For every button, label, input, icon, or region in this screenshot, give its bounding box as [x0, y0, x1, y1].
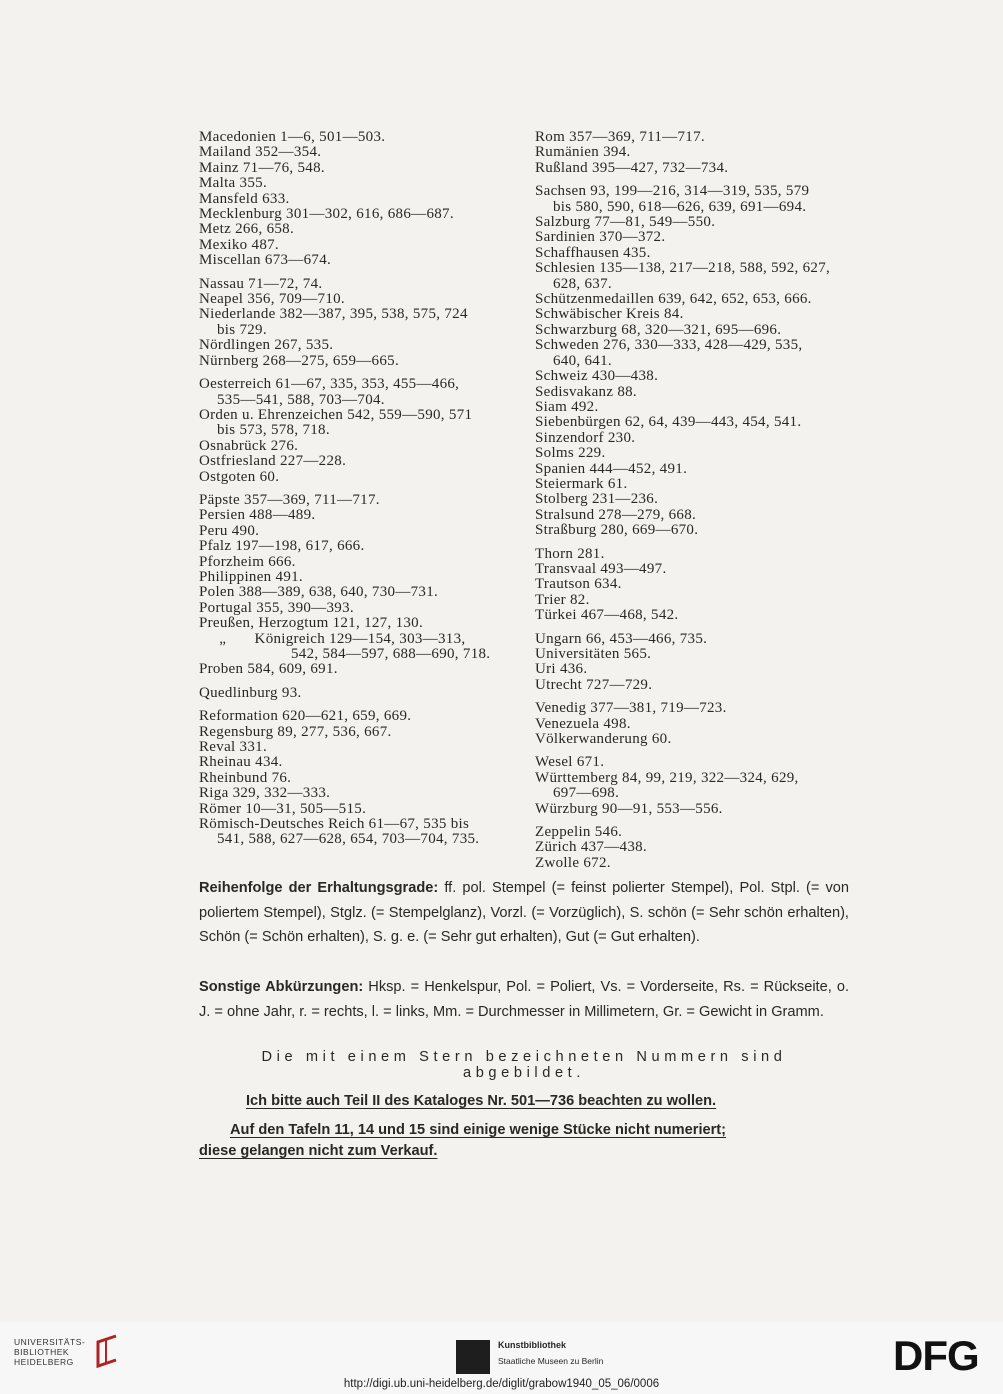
- index-entry-text: Mailand 352—354.: [199, 144, 322, 161]
- index-entry-text: Pfalz 197—198, 617, 666.: [199, 538, 365, 555]
- index-entry: [199, 555, 519, 570]
- index-entry: [199, 292, 519, 307]
- note-tafeln-line2: diese gelangen nicht zum Verkauf.: [199, 1143, 438, 1159]
- index-entry-text: Oesterreich 61—67, 335, 353, 455—466,: [199, 376, 460, 393]
- index-entry-text: Völkerwanderung 60.: [535, 731, 672, 748]
- index-entry: [535, 462, 850, 477]
- index-entry-continuation: 640, 641.: [553, 352, 612, 369]
- index-entry-text: Proben 584, 609, 691.: [199, 661, 338, 678]
- index-entry: [535, 492, 850, 507]
- index-entry: [199, 130, 519, 145]
- abkuerzungen-text: Hksp. = Henkelspur, Pol. = Poliert, Vs. = Vorderseite, Rs. = Rückseite, o. J. = ohne Jahr, r. = rechts, l. = links, Mm. = Durchmesser in Millimetern, Gr. = Gewicht in Gramm.: [199, 979, 849, 1020]
- abkuerzungen-label: Sonstige Abkürzungen:: [199, 979, 364, 995]
- index-entry-text: Venezuela 498.: [535, 715, 631, 732]
- index-entry-text: Ungarn 66, 453—466, 735.: [535, 630, 708, 647]
- index-entry-text: Riga 329, 332—333.: [199, 785, 331, 802]
- index-entry-text: Ostgoten 60.: [199, 468, 280, 485]
- erhaltungsgrade-label: Reihenfolge der Erhaltungsgrade:: [199, 880, 439, 896]
- index-entry-text: Wesel 671.: [535, 754, 605, 771]
- index-entry: [199, 454, 519, 469]
- index-entry-text: Nassau 71—72, 74.: [199, 275, 323, 292]
- index-entry-text: Rom 357—369, 711—717.: [535, 129, 705, 145]
- index-entry-continuation: 697—698.: [553, 785, 620, 802]
- page-url[interactable]: http://digi.ub.uni-heidelberg.de/diglit/grabow1940_05_06/0006: [343, 1378, 660, 1390]
- index-entry-text: Macedonien 1—6, 501—503.: [199, 129, 386, 145]
- index-entry-text: Mexiko 487.: [199, 236, 279, 253]
- index-entry: [199, 709, 519, 724]
- kunstbibliothek-title: Kunstbibliothek: [498, 1340, 566, 1350]
- index-entry: [199, 145, 519, 160]
- index-entry-text: Trautson 634.: [535, 576, 622, 593]
- index-entry: [199, 725, 519, 740]
- index-entry-continuation: bis 729.: [217, 321, 267, 338]
- index-entry-text: Zeppelin 546.: [535, 824, 623, 841]
- index-entry: [199, 524, 519, 539]
- index-entry: [199, 508, 519, 523]
- index-entry-text: Straßburg 280, 669—670.: [535, 522, 699, 539]
- index-entry-text: Quedlinburg 93.: [199, 684, 302, 701]
- index-entry: [535, 577, 850, 592]
- index-entry-text: Siebenbürgen 62, 64, 439—443, 454, 541.: [535, 414, 802, 431]
- index-entry: [199, 307, 519, 338]
- index-entry: [535, 732, 850, 747]
- index-entry-text: Philippinen 491.: [199, 568, 303, 585]
- index-entry-text: Schwäbischer Kreis 84.: [535, 306, 684, 323]
- index-entry: [535, 307, 850, 322]
- index-entry-text: Transvaal 493—497.: [535, 560, 667, 577]
- index-entry: [535, 662, 850, 677]
- index-entry-text: Reformation 620—621, 659, 669.: [199, 708, 412, 725]
- index-entry-text: Reval 331.: [199, 739, 267, 756]
- index-entry: [535, 632, 850, 647]
- index-entry: [199, 585, 519, 600]
- index-entry: [199, 222, 519, 237]
- index-entry-text: Venedig 377—381, 719—723.: [535, 700, 727, 717]
- note-tafeln-line1: Auf den Tafeln 11, 14 und 15 sind einige wenige Stücke nicht numeriert;: [230, 1122, 727, 1138]
- index-entry-text: Türkei 467—468, 542.: [535, 607, 679, 624]
- index-entry-text: Rumänien 394.: [535, 144, 631, 161]
- index-entry: [535, 771, 850, 802]
- index-entry-text: Spanien 444—452, 491.: [535, 460, 688, 477]
- ub-line3: HEIDELBERG: [14, 1357, 74, 1367]
- index-entry: [535, 547, 850, 562]
- index-entry: [535, 369, 850, 384]
- ub-line1: UNIVERSITÄTS-: [14, 1337, 86, 1347]
- index-entry-text: Rheinau 434.: [199, 754, 283, 771]
- kunstbibliothek-subtitle: Staatliche Museen zu Berlin: [498, 1356, 604, 1366]
- index-entry: [535, 261, 850, 292]
- index-entry-text: Metz 266, 658.: [199, 221, 295, 238]
- index-entry: [199, 740, 519, 755]
- index-entry-text: Universitäten 565.: [535, 646, 652, 662]
- index-entry-text: Malta 355.: [199, 175, 267, 192]
- index-entry: [199, 632, 519, 663]
- index-entry-text: Portugal 355, 390—393.: [199, 599, 354, 616]
- index-entry-text: Schweden 276, 330—333, 428—429, 535,: [535, 337, 803, 354]
- index-entry: [535, 717, 850, 732]
- index-entry-text: Württemberg 84, 99, 219, 322—324, 629,: [535, 769, 799, 786]
- index-entry-text: Stolberg 231—236.: [535, 491, 659, 508]
- index-entry: [535, 161, 850, 176]
- index-entry-text: Schwarzburg 68, 320—321, 695—696.: [535, 321, 782, 338]
- index-entry-text: Zwolle 672.: [535, 854, 611, 871]
- index-entry-text: Mansfeld 633.: [199, 190, 290, 207]
- ub-heidelberg-logo-icon[interactable]: [92, 1332, 122, 1372]
- index-entry: [535, 802, 850, 817]
- ub-heidelberg-logo-text[interactable]: [14, 1337, 85, 1367]
- index-entry: [199, 817, 519, 848]
- index-entry-text: Osnabrück 276.: [199, 437, 299, 454]
- index-entry-continuation: 542, 584—597, 688—690, 718.: [291, 646, 491, 662]
- index-entry: [199, 439, 519, 454]
- index-entry-text: „ Königreich 129—154, 303—313,: [199, 630, 466, 647]
- index-entry-text: Schaffhausen 435.: [535, 244, 651, 261]
- index-entry: [535, 647, 850, 662]
- index-entry-text: Neapel 356, 709—710.: [199, 291, 345, 308]
- index-entry-text: Pforzheim 666.: [199, 553, 296, 570]
- index-entry: [535, 840, 850, 855]
- dfg-logo[interactable]: DFG: [893, 1332, 979, 1379]
- index-column-right: [535, 130, 850, 871]
- index-entry: [535, 130, 850, 145]
- kunstbibliothek-logo[interactable]: [456, 1334, 626, 1378]
- index-entry: [199, 277, 519, 292]
- stern-note: Die mit einem Stern bezeichneten Nummern sind abgebildet.: [261, 1049, 787, 1081]
- index-entry: [199, 338, 519, 353]
- index-entry: [199, 238, 519, 253]
- index-entry-text: Nürnberg 268—275, 659—665.: [199, 352, 400, 369]
- index-entry-continuation: bis 580, 590, 618—626, 639, 691—694.: [553, 198, 807, 215]
- index-entry: [535, 230, 850, 245]
- index-entry: [199, 493, 519, 508]
- index-entry-continuation: 535—541, 588, 703—704.: [217, 391, 385, 408]
- index-entry-text: Trier 82.: [535, 591, 590, 608]
- index-entry: [535, 678, 850, 693]
- index-entry: [535, 323, 850, 338]
- kunstbibliothek-icon: [456, 1340, 490, 1374]
- index-entry-text: Miscellan 673—674.: [199, 252, 332, 269]
- index-entry-text: Mainz 71—76, 548.: [199, 159, 325, 176]
- index-entry: [535, 215, 850, 230]
- index-entry: [199, 802, 519, 817]
- index-entry: [199, 377, 519, 408]
- index-entry-text: Persien 488—489.: [199, 507, 316, 524]
- index-entry: [535, 415, 850, 430]
- index-entry-text: Römisch-Deutsches Reich 61—67, 535 bis: [199, 816, 470, 833]
- index-entry: [199, 755, 519, 770]
- index-entry-text: Zürich 437—438.: [535, 839, 647, 856]
- index-entry-text: Stralsund 278—279, 668.: [535, 506, 697, 523]
- index-entry-text: Rußland 395—427, 732—734.: [535, 159, 729, 176]
- index-entry: [535, 701, 850, 716]
- index-entry: [199, 253, 519, 268]
- index-entry: [199, 192, 519, 207]
- index-entry: [199, 470, 519, 485]
- index-entry-text: Solms 229.: [535, 445, 606, 462]
- index-entry: [199, 686, 519, 701]
- index-entry: [535, 145, 850, 160]
- index-entry-text: Utrecht 727—729.: [535, 676, 653, 693]
- index-entry: [199, 616, 519, 631]
- index-entry: [535, 338, 850, 369]
- abkuerzungen-paragraph: [199, 975, 849, 1024]
- index-entry-text: Rheinbund 76.: [199, 769, 292, 786]
- index-entry: [199, 539, 519, 554]
- index-entry: [199, 601, 519, 616]
- ub-line2: BIBLIOTHEK: [14, 1347, 70, 1357]
- index-entry: [535, 825, 850, 840]
- index-entry: [535, 608, 850, 623]
- note-teil-ii: Ich bitte auch Teil II des Kataloges Nr. 501—736 beachten zu wollen.: [246, 1093, 717, 1109]
- index-entry: [199, 662, 519, 677]
- index-entry-text: Schlesien 135—138, 217—218, 588, 592, 627,: [535, 260, 831, 277]
- index-entry-text: Steiermark 61.: [535, 475, 628, 492]
- index-entry: [535, 431, 850, 446]
- index-entry-continuation: bis 573, 578, 718.: [217, 422, 330, 439]
- index-entry-text: Sedisvakanz 88.: [535, 383, 637, 400]
- index-entry: [199, 786, 519, 801]
- footer-bar: [0, 1322, 1003, 1394]
- index-entry: [199, 176, 519, 191]
- index-entry-text: Orden u. Ehrenzeichen 542, 559—590, 571: [199, 406, 473, 423]
- index-entry-continuation: 541, 588, 627—628, 654, 703—704, 735.: [217, 831, 480, 848]
- index-entry: [535, 400, 850, 415]
- index-entry-text: Siam 492.: [535, 398, 599, 415]
- index-entry-text: Mecklenburg 301—302, 616, 686—687.: [199, 206, 454, 223]
- index-entry-text: Thorn 281.: [535, 545, 605, 562]
- index-entry-text: Niederlande 382—387, 395, 538, 575, 724: [199, 306, 468, 323]
- index-entry-text: Ostfriesland 227—228.: [199, 453, 347, 470]
- index-entry: [535, 508, 850, 523]
- index-entry: [535, 856, 850, 871]
- index-entry-text: Sardinien 370—372.: [535, 229, 666, 246]
- index-entry: [535, 292, 850, 307]
- index-column-left: [199, 130, 519, 848]
- index-entry: [199, 408, 519, 439]
- index-entry: [535, 523, 850, 538]
- index-entry: [535, 446, 850, 461]
- index-entry: [535, 385, 850, 400]
- index-entry-text: Uri 436.: [535, 661, 588, 678]
- index-entry-text: Sinzendorf 230.: [535, 429, 636, 446]
- index-entry: [199, 161, 519, 176]
- index-entry: [199, 570, 519, 585]
- index-entry-continuation: 628, 637.: [553, 275, 612, 292]
- index-entry: [535, 755, 850, 770]
- index-entry-text: Salzburg 77—81, 549—550.: [535, 214, 716, 231]
- index-entry: [535, 184, 850, 215]
- index-entry: [199, 771, 519, 786]
- index-entry-text: Peru 490.: [199, 522, 260, 539]
- index-entry-text: Römer 10—31, 505—515.: [199, 800, 367, 817]
- index-entry-text: Schweiz 430—438.: [535, 368, 659, 385]
- index-entry-text: Päpste 357—369, 711—717.: [199, 491, 380, 508]
- index-entry-text: Nördlingen 267, 535.: [199, 337, 334, 354]
- erhaltungsgrade-paragraph: [199, 876, 849, 950]
- index-entry: [535, 477, 850, 492]
- index-entry-text: Preußen, Herzogtum 121, 127, 130.: [199, 615, 424, 632]
- index-entry-text: Regensburg 89, 277, 536, 667.: [199, 723, 392, 740]
- index-entry-text: Schützenmedaillen 639, 642, 652, 653, 666.: [535, 291, 812, 308]
- index-entry: [535, 562, 850, 577]
- index-entry-text: Sachsen 93, 199—216, 314—319, 535, 579: [535, 183, 810, 200]
- index-entry-text: Würzburg 90—91, 553—556.: [535, 800, 723, 817]
- index-entry: [199, 207, 519, 222]
- erhaltungsgrade-text: ff. pol. Stempel (= feinst polierter Stempel), Pol. Stpl. (= von poliertem Stempel), Stglz. (= Stempelglanz), Vorzl. (= Vorzüglich), S. schön (= Sehr schön erhalten), Schön (= Schön erhalten), S. g. e. (= Sehr gut erhalten), Gut (= Gut erhalten).: [199, 880, 849, 946]
- index-entry-text: Polen 388—389, 638, 640, 730—731.: [199, 584, 439, 601]
- index-entry: [199, 354, 519, 369]
- index-entry: [535, 593, 850, 608]
- index-entry: [535, 246, 850, 261]
